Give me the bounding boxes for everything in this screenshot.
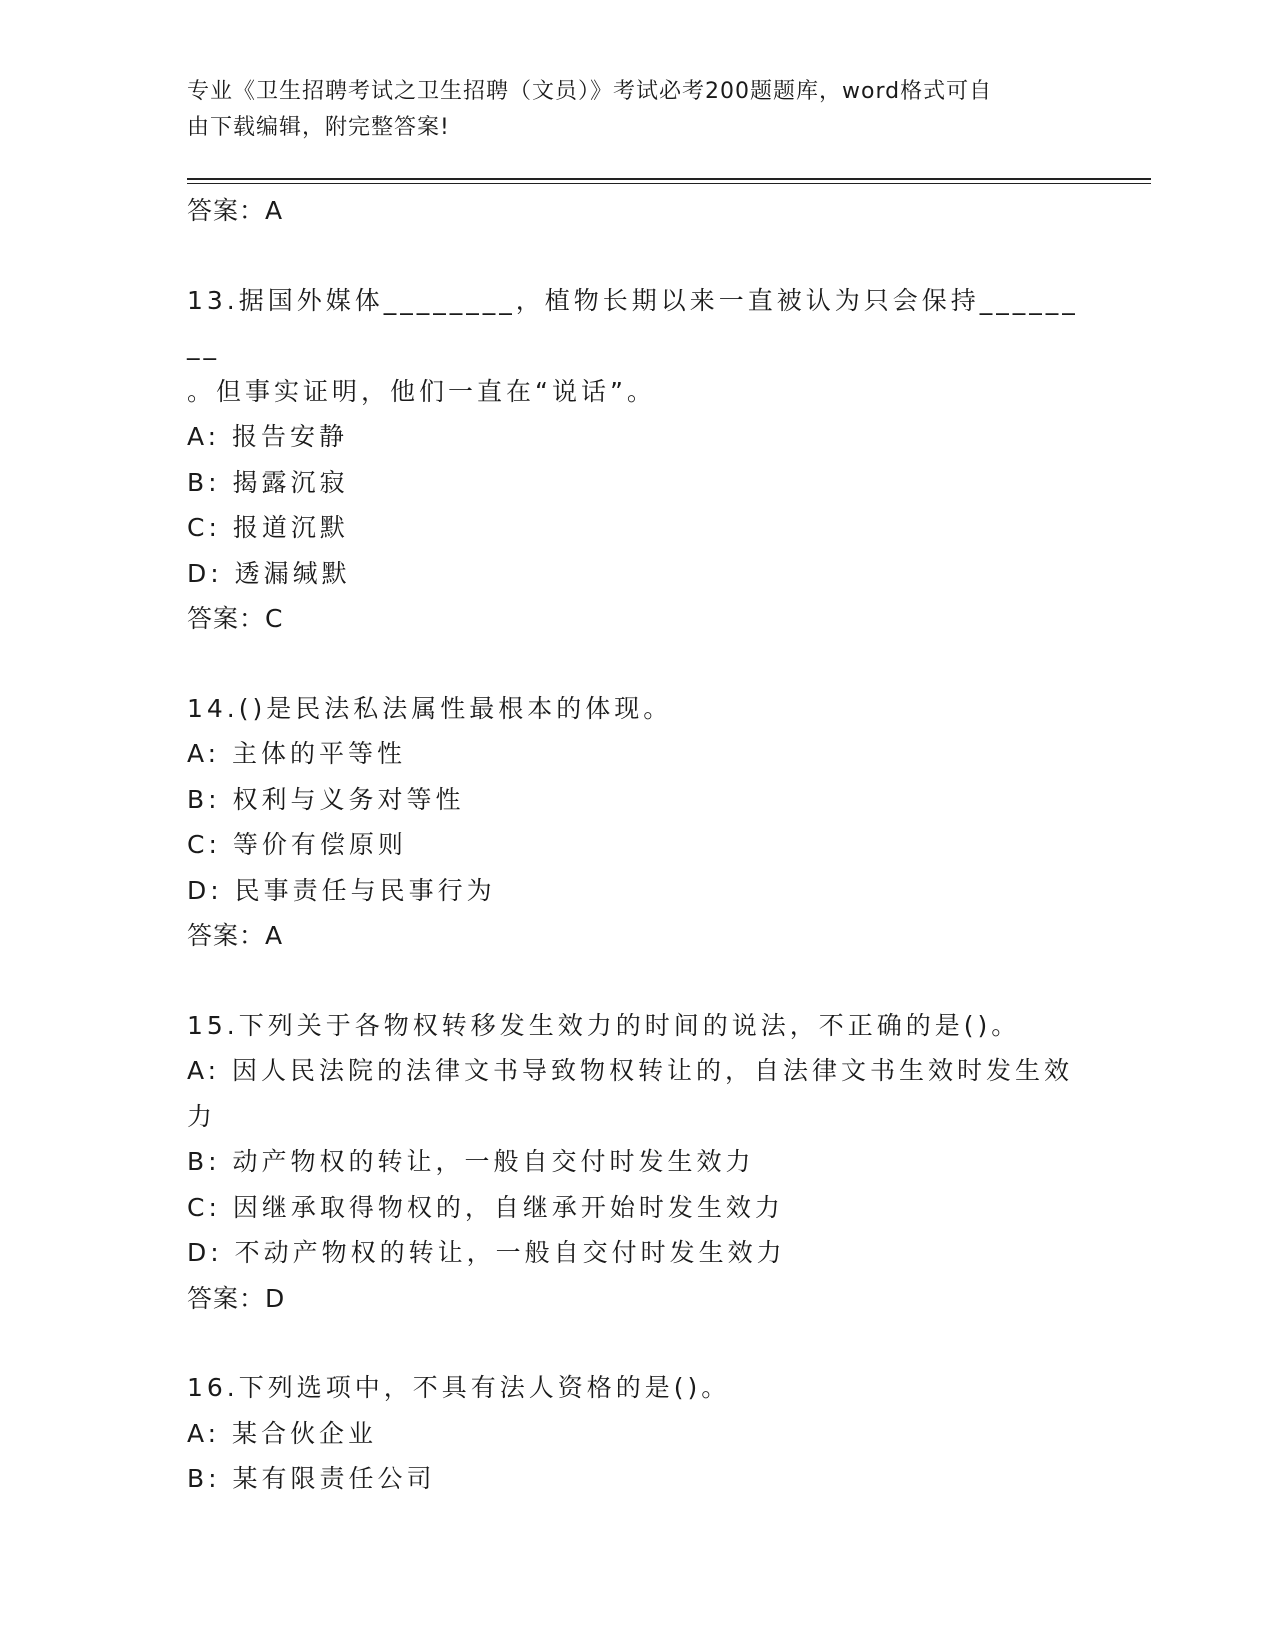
option-c: C: 等价有偿原则 bbox=[187, 830, 407, 859]
answer-line: 答案：D bbox=[187, 1283, 286, 1313]
option-a: A: 因人民法院的法律文书导致物权转让的，自法律文书生效时发生效 bbox=[187, 1056, 1074, 1085]
spacer bbox=[187, 1321, 1087, 1365]
option-a: A: 某合伙企业 bbox=[187, 1418, 378, 1448]
spacer bbox=[187, 234, 1087, 278]
option-a: A: 主体的平等性 bbox=[187, 739, 407, 768]
question-14 bbox=[187, 686, 1087, 959]
answer-line: 答案：A bbox=[187, 196, 284, 225]
option-c: C: 因继承取得物权的，自继承开始时发生效力 bbox=[187, 1192, 784, 1222]
header-divider-thin bbox=[187, 183, 1151, 184]
question-list bbox=[187, 188, 1087, 1502]
spacer bbox=[187, 642, 1087, 686]
header-divider-thick bbox=[187, 178, 1151, 180]
header-title-line-1: 专业《卫生招聘考试之卫生招聘（文员）》考试必考200题题库，word格式可自 bbox=[187, 79, 993, 104]
question-stem: 15.下列关于各物权转移发生效力的时间的说法，不正确的是()。 bbox=[187, 1010, 1021, 1040]
question-stem: 16.下列选项中，不具有法人资格的是()。 bbox=[187, 1373, 731, 1402]
option-b: B: 揭露沉寂 bbox=[187, 467, 349, 497]
question-stem: 14.()是民法私法属性最根本的体现。 bbox=[187, 693, 673, 723]
question-16 bbox=[187, 1365, 1087, 1502]
question-stem-continued: 。但事实证明，他们一直在“说话”。 bbox=[187, 376, 656, 406]
option-b: B: 某有限责任公司 bbox=[187, 1464, 436, 1493]
option-b: B: 动产物权的转让，一般自交付时发生效力 bbox=[187, 1147, 755, 1176]
header-title-line-2: 由下载编辑，附完整答案! bbox=[187, 115, 450, 140]
question-stem: 13.据国外媒体________，植物长期以来一直被认为只会保持________ bbox=[187, 285, 1079, 360]
question-15 bbox=[187, 1003, 1087, 1322]
option-d: D: 透漏缄默 bbox=[187, 558, 351, 588]
answer-line: 答案：A bbox=[187, 921, 284, 950]
spacer bbox=[187, 959, 1087, 1003]
option-a: A: 报告安静 bbox=[187, 422, 349, 451]
option-a-continued: 力 bbox=[187, 1101, 217, 1131]
option-c: C: 报道沉默 bbox=[187, 513, 349, 542]
option-d: D: 民事责任与民事行为 bbox=[187, 875, 496, 905]
option-b: B: 权利与义务对等性 bbox=[187, 784, 465, 814]
answer-line: 答案：C bbox=[187, 604, 284, 633]
question-13 bbox=[187, 278, 1087, 642]
page-header bbox=[187, 74, 1087, 146]
option-d: D: 不动产物权的转让，一般自交付时发生效力 bbox=[187, 1238, 786, 1267]
question-12-answer-block bbox=[187, 188, 1087, 234]
